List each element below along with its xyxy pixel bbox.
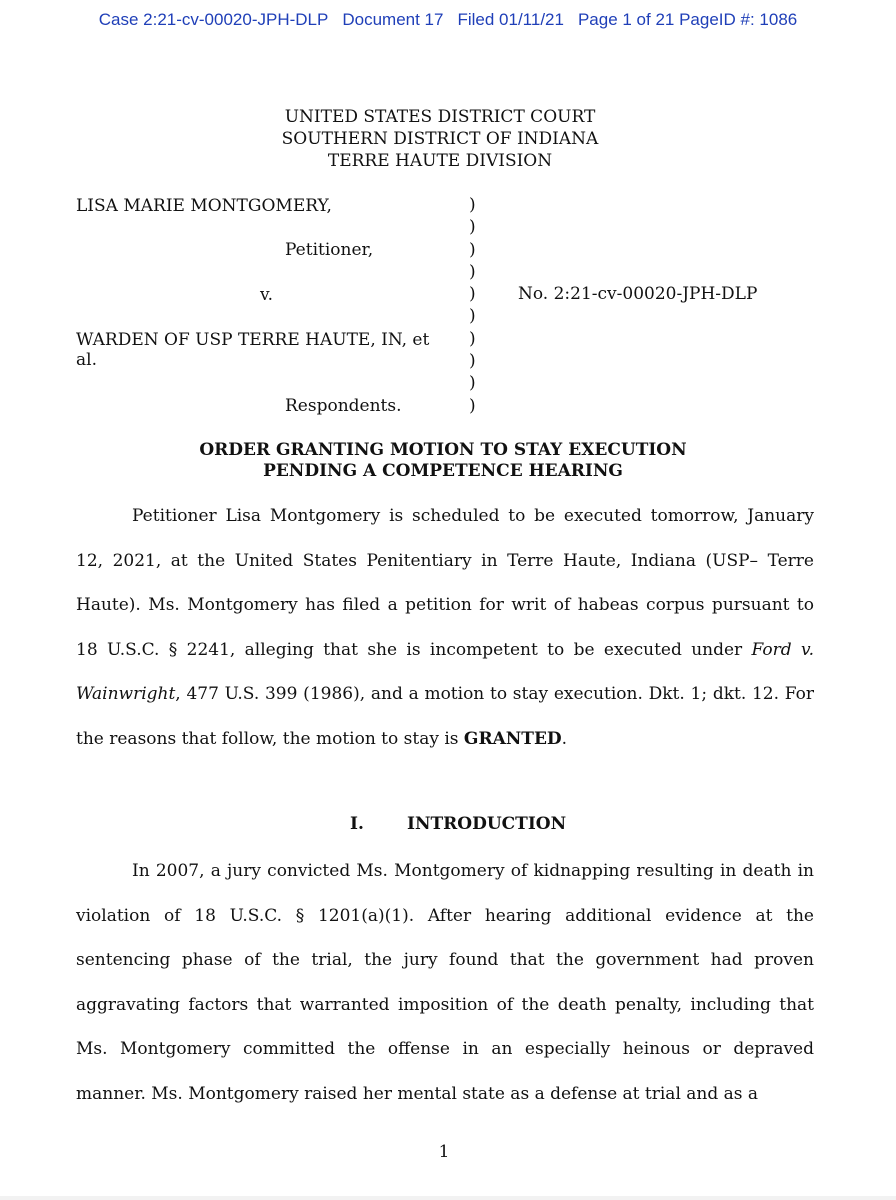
order-title-line1: ORDER GRANTING MOTION TO STAY EXECUTION xyxy=(199,440,687,460)
respondent-name-line1: WARDEN OF USP TERRE HAUTE, IN, et xyxy=(76,330,430,350)
paragraph-2: In 2007, a jury convicted Ms. Montgomery of kidnapping resulting in death in violation of 18 U.S.C. § 1201(a)(1). After hearing additional evidence at the sentencing phase of the trial, the jury found that the government had proven aggravating factors that warranted imposition of the death penalty, including that Ms. Montgomery committed the offense in an especially heinous or depraved manner. Ms. Montgomery raised her mental state as a defense at trial and as a xyxy=(76,861,814,1104)
filing-stamp-header xyxy=(0,10,896,30)
case-number: No. 2:21-cv-00020-JPH-DLP xyxy=(518,284,758,304)
paragraph-1 xyxy=(76,494,814,761)
order-title-line2: PENDING A COMPETENCE HEARING xyxy=(263,461,623,481)
paragraph-1-period: . xyxy=(561,728,568,749)
granted-ruling: GRANTED xyxy=(463,728,562,749)
order-title xyxy=(0,440,886,482)
page-bottom-edge xyxy=(0,1196,896,1200)
respondent-role: Respondents. xyxy=(285,396,402,416)
stamp-filed: Filed 01/11/21 xyxy=(457,10,564,29)
petitioner-role: Petitioner, xyxy=(285,240,374,260)
court-division: TERRE HAUTE DIVISION xyxy=(327,151,553,171)
stamp-document: Document 17 xyxy=(342,10,444,29)
caption-parentheses: ) ) ) ) ) ) ) ) ) ) xyxy=(469,195,476,416)
case-caption xyxy=(76,194,836,424)
petitioner-name: LISA MARIE MONTGOMERY, xyxy=(76,196,332,216)
case-citation-ford: Ford v. Wainwright xyxy=(76,639,814,704)
stamp-case: Case 2:21-cv-00020-JPH-DLP xyxy=(98,10,329,29)
versus: v. xyxy=(260,285,273,305)
court-name: UNITED STATES DISTRICT COURT xyxy=(284,107,596,127)
court-district: SOUTHERN DISTRICT OF INDIANA xyxy=(281,129,599,149)
court-heading xyxy=(0,106,880,172)
section-title: INTRODUCTION xyxy=(407,814,567,834)
page-number: 1 xyxy=(438,1142,450,1162)
paragraph-1-text-a: Petitioner Lisa Montgomery is scheduled to be executed tomorrow, January 12, 2021, at the United States Penitentiary in Terre Haute, Indiana (USP– Terre Haute). Ms. Montgomery has filed a petition for writ of habeas corpus pursuant to 18 U.S.C. § 2241, alleging that she is incompetent to be executed under xyxy=(76,506,814,660)
respondent-name-line2: al. xyxy=(76,350,97,370)
stamp-page: Page 1 of 21 PageID #: 1086 xyxy=(577,10,798,29)
section-number: I. xyxy=(350,814,364,834)
paragraph-1-text-b: , 477 U.S. 399 (1986), and a motion to stay execution. Dkt. 1; dkt. 12. For the reasons that follow, the motion to stay is xyxy=(76,684,814,749)
